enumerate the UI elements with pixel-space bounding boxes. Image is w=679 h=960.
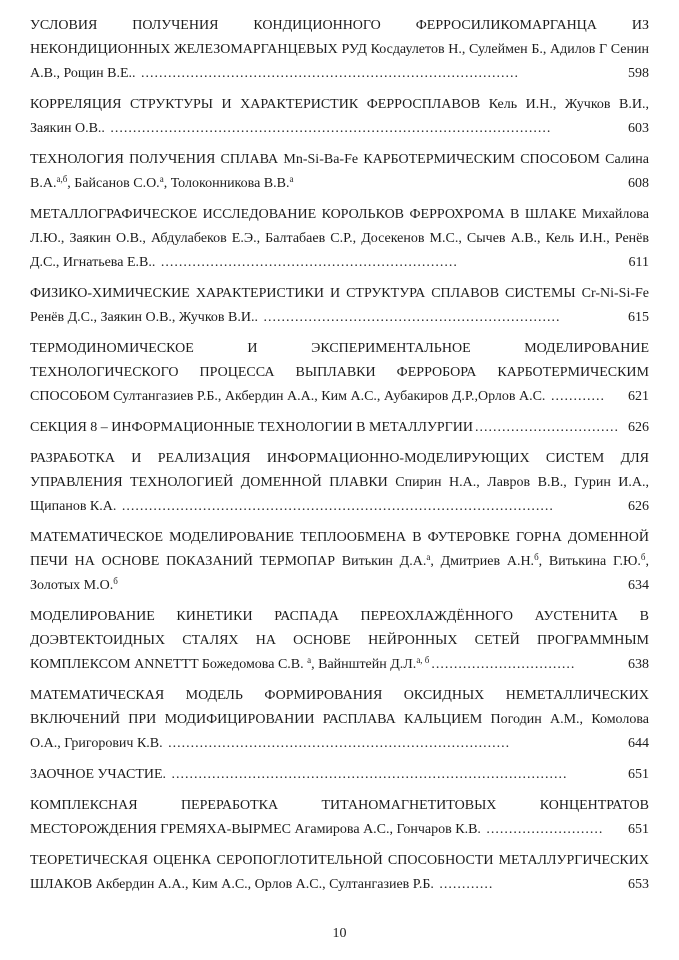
author-affiliation-superscript: а — [307, 655, 312, 665]
author-affiliation-superscript: б — [113, 576, 118, 586]
toc-page-number: 651 — [625, 763, 649, 787]
toc-entry-text: МАТЕМАТИЧЕСКАЯ МОДЕЛЬ ФОРМИРОВАНИЯ ОКСИДНЫХ НЕМЕТАЛЛИЧЕСКИХ ВКЛЮЧЕНИЙ ПРИ МОДИФИЦИРОВАНИИ РАСПЛАВА КАЛЬЦИЕМ Погодин А.М., Комолова О.А., Григорович К.В. — [30, 688, 653, 751]
toc-entry — [30, 849, 653, 897]
dot-leader: ................................ — [431, 657, 576, 672]
dot-leader: ............................................................................ — [168, 736, 511, 751]
toc-page-number: 598 — [625, 62, 649, 86]
dot-leader: ............ — [439, 877, 494, 892]
toc-page-number: 626 — [625, 495, 649, 519]
author-affiliation-superscript: а,б — [56, 174, 68, 184]
dot-leader: ............ — [550, 389, 605, 404]
toc-entry-text: , Дмитриев А.Н. — [430, 554, 535, 569]
author-affiliation-superscript: б — [640, 552, 646, 562]
toc-entry-text: , Толоконникова В.В. — [163, 176, 290, 191]
author-affiliation-superscript: а — [289, 174, 294, 184]
dot-leader: ................................ — [474, 420, 619, 435]
toc-entry — [30, 282, 653, 330]
toc-page-number: 634 — [625, 574, 649, 598]
author-affiliation-superscript: б — [534, 552, 539, 562]
toc-page-number: 603 — [625, 117, 649, 141]
dot-leader: .................................................................................... — [141, 66, 520, 81]
page-footer-number: 10 — [332, 926, 347, 941]
author-affiliation-superscript: а, б — [416, 655, 430, 665]
author-affiliation-superscript: а — [426, 552, 431, 562]
toc-entry-section — [30, 416, 649, 440]
dot-leader: .................................................................. — [263, 310, 561, 325]
dot-leader: ........................................................................................ — [171, 767, 568, 782]
dot-leader: ................................................................................................ — [121, 499, 554, 514]
toc-entry-text: КОМПЛЕКСНАЯ ПЕРЕРАБОТКА ТИТАНОМАГНЕТИТОВЫХ КОНЦЕНТРАТОВ МЕСТОРОЖДЕНИЯ ГРЕМЯХА-ВЫРМЕС Агамирова А.С., Гончаров К.В. — [30, 798, 653, 837]
author-affiliation-superscript: а — [159, 174, 164, 184]
toc-entry — [30, 14, 653, 86]
toc-page-number: 638 — [625, 653, 649, 677]
toc-entry-text: МЕТАЛЛОГРАФИЧЕСКОЕ ИССЛЕДОВАНИЕ КОРОЛЬКОВ ФЕРРОХРОМА В ШЛАКЕ Михайлова Л.Ю., Заякин О.В., Абдулабеков Е.Э., Балтабаев С.Р., Досекенов М.С., Сычев А.В., Кель И.Н., Ренёв Д.С., Игнатьева Е.В.. — [30, 207, 653, 270]
toc-entry-text: РАЗРАБОТКА И РЕАЛИЗАЦИЯ ИНФОРМАЦИОННО-МОДЕЛИРУЮЩИХ СИСТЕМ ДЛЯ УПРАВЛЕНИЯ ТЕХНОЛОГИЕЙ ДОМЕННОЙ ПЛАВКИ Спирин Н.А., Лавров В.В., Гурин И.А., Щипанов К.А. — [30, 451, 653, 514]
toc-entry-text: ТЕРМОДИНОМИЧЕСКОЕ И ЭКСПЕРИМЕНТАЛЬНОЕ МОДЕЛИРОВАНИЕ ТЕХНОЛОГИЧЕСКОГО ПРОЦЕССА ВЫПЛАВКИ ФЕРРОБОРА КАРБОТЕРМИЧЕСКИМ СПОСОБОМ Султангазиев Р.Б., Акбердин А.А., Ким А.С., Аубакиров Д.Р.,Орлов А.С. — [30, 341, 653, 404]
dot-leader: .......................... — [486, 822, 604, 837]
toc-entry-text: ЗАОЧНОЕ УЧАСТИЕ. — [30, 767, 170, 782]
toc-entry-text: , Золотых М.О. — [30, 554, 653, 593]
toc-entry — [30, 447, 653, 519]
toc-entry — [30, 93, 653, 141]
toc-entry — [30, 605, 653, 677]
toc-entry-text: МАТЕМАТИЧЕСКОЕ МОДЕЛИРОВАНИЕ ТЕПЛООБМЕНА В ФУТЕРОВКЕ ГОРНА ДОМЕННОЙ ПЕЧИ НА ОСНОВЕ ПОКАЗАНИЙ ТЕРМОПАР Витькин Д.А. — [30, 530, 653, 569]
toc-entry-text: СЕКЦИЯ 8 – ИНФОРМАЦИОННЫЕ ТЕХНОЛОГИИ В МЕТАЛЛУРГИИ — [30, 420, 473, 435]
toc-page-number: 651 — [625, 818, 649, 842]
dot-leader — [293, 176, 295, 191]
toc-entry-text: , Вайнштейн Д.Л. — [311, 657, 417, 672]
toc-page-number: 626 — [625, 416, 649, 440]
toc-entry — [30, 684, 653, 756]
toc-entry-text: ТЕОРЕТИЧЕСКАЯ ОЦЕНКА СЕРОПОГЛОТИТЕЛЬНОЙ СПОСОБНОСТИ МЕТАЛЛУРГИЧЕСКИХ ШЛАКОВ Акбердин А.А., Ким А.С., Орлов А.С., Султангазиев Р.Б. — [30, 853, 653, 892]
toc-entry — [30, 148, 653, 196]
toc-entry-text: , Байсанов С.О. — [67, 176, 160, 191]
toc-entry — [30, 203, 653, 275]
toc-entry-section — [30, 763, 649, 787]
toc-entry — [30, 337, 653, 409]
toc-entry-text: МОДЕЛИРОВАНИЕ КИНЕТИКИ РАСПАДА ПЕРЕОХЛАЖДЁННОГО АУСТЕНИТА В ДОЭВТЕКТОИДНЫХ СТАЛЯХ НА ОСНОВЕ НЕЙРОННЫХ СЕТЕЙ ПРОГРАММНЫМ КОМПЛЕКСОМ ANNETTT Божедомова С.В. — [30, 609, 653, 672]
toc-page-number: 621 — [625, 385, 649, 409]
toc-page-number: 653 — [625, 873, 649, 897]
dot-leader: .................................................................................................. — [110, 121, 552, 136]
dot-leader: .................................................................. — [160, 255, 458, 270]
toc-entry-text: УСЛОВИЯ ПОЛУЧЕНИЯ КОНДИЦИОННОГО ФЕРРОСИЛИКОМАРГАНЦА ИЗ НЕКОНДИЦИОННЫХ ЖЕЛЕЗОМАРГАНЦЕВЫХ РУД Косдаулетов Н., Сулеймен Б., Адилов Г Сенин А.В., Рощин В.Е.. — [30, 18, 653, 81]
toc-page-number: 615 — [625, 306, 649, 330]
toc-entry-text: ТЕХНОЛОГИЯ ПОЛУЧЕНИЯ СПЛАВА Mn-Si-Ba-Fe КАРБОТЕРМИЧЕСКИМ СПОСОБОМ Салина В.А. — [30, 152, 653, 191]
toc-page-number: 611 — [626, 251, 649, 275]
toc-page-number: 608 — [625, 172, 649, 196]
toc-entry-text: КОРРЕЛЯЦИЯ СТРУКТУРЫ И ХАРАКТЕРИСТИК ФЕРРОСПЛАВОВ Кель И.Н., Жучков В.И., Заякин О.В.. — [30, 97, 653, 136]
toc-entry-text: ФИЗИКО-ХИМИЧЕСКИЕ ХАРАКТЕРИСТИКИ И СТРУКТУРА СПЛАВОВ СИСТЕМЫ Cr-Ni-Si-Fe Ренёв Д.С., Заякин О.В., Жучков В.И.. — [30, 286, 653, 325]
toc-entry-text: , Витькина Г.Ю. — [538, 554, 641, 569]
toc-entry — [30, 526, 653, 598]
toc-page-number: 644 — [625, 732, 649, 756]
toc-entry — [30, 794, 653, 842]
